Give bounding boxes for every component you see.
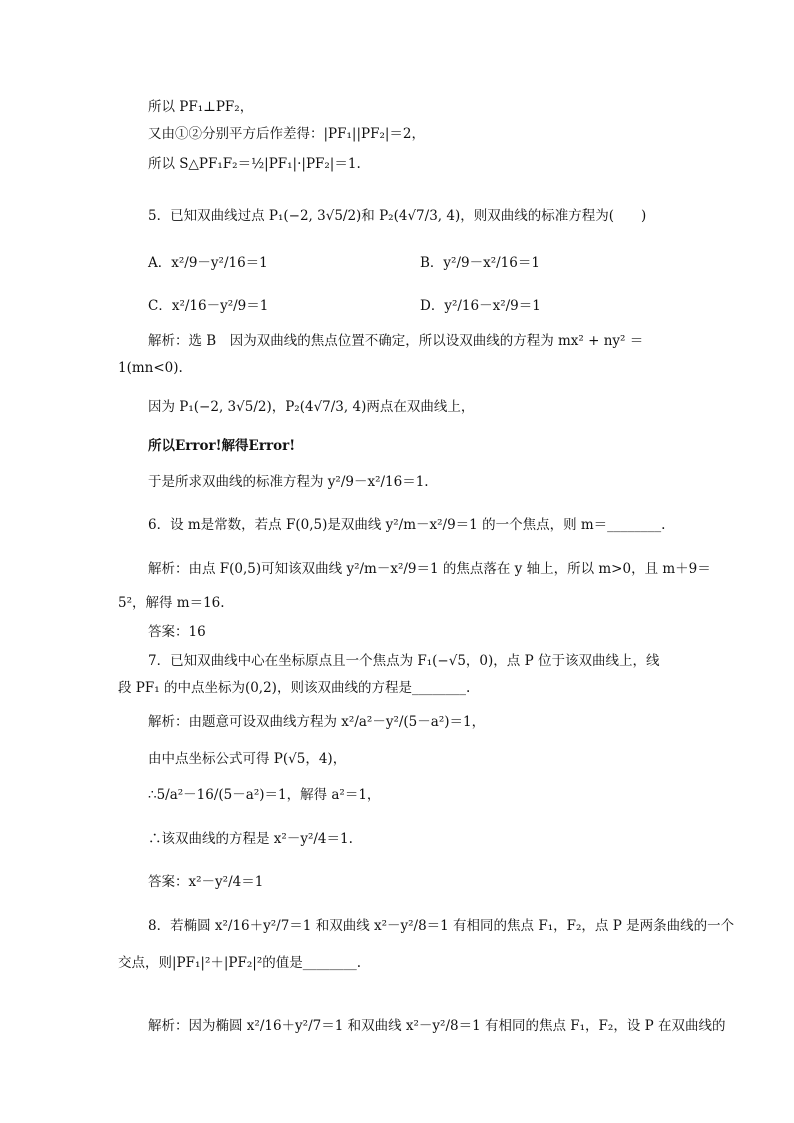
- text-line: 所以 S△PF₁F₂＝½|PF₁|·|PF₂|＝1.: [148, 156, 361, 172]
- question-6-stem: 6．设 m是常数，若点 F(0,5)是双曲线 y²/m－x²/9＝1 的一个焦点，则 m＝________.: [148, 517, 666, 533]
- analysis-line: 由中点坐标公式可得 P(√5，4)，: [148, 751, 347, 767]
- question-8-stem: 8．若椭圆 x²/16＋y²/7＝1 和双曲线 x²－y²/8＝1 有相同的焦点 F₁，F₂，点 P 是两条曲线的一个: [148, 918, 735, 934]
- option-c: C．x²/16－y²/9＝1: [148, 298, 269, 314]
- question-7-stem: 段 PF₁ 的中点坐标为(0,2)，则该双曲线的方程是________.: [118, 680, 471, 696]
- analysis-line: 因为 P₁(−2, 3√5/2)，P₂(4√7/3, 4)两点在双曲线上，: [148, 399, 475, 415]
- text-line: 所以 PF₁⊥PF₂，: [148, 99, 254, 115]
- analysis-line: 解析：由点 F(0,5)可知该双曲线 y²/m－x²/9＝1 的焦点落在 y 轴上，所以 m>0，且 m＋9＝: [148, 561, 711, 577]
- option-d: D．y²/16－x²/9＝1: [420, 298, 541, 314]
- analysis-line: ∴该双曲线的方程是 x²－y²/4＝1.: [148, 831, 353, 847]
- analysis-line: 5²，解得 m＝16.: [118, 595, 225, 611]
- answer-line: 答案：16: [148, 624, 206, 640]
- question-7-stem: 7．已知双曲线中心在坐标原点且一个焦点为 F₁(−√5，0)，点 P 位于该双曲线上，线: [148, 653, 660, 669]
- analysis-line: 1(mn<0).: [118, 360, 183, 376]
- question-8-stem: 交点，则|PF₁|²＋|PF₂|²的值是________.: [118, 955, 362, 971]
- analysis-line: 解析：因为椭圆 x²/16＋y²/7＝1 和双曲线 x²－y²/8＝1 有相同的焦点 F₁，F₂，设 P 在双曲线的: [148, 1018, 726, 1034]
- analysis-line: 解析：选 B 因为双曲线的焦点位置不确定，所以设双曲线的方程为 mx² + ny² ＝: [148, 333, 644, 349]
- answer-line: 答案：x²－y²/4＝1: [148, 874, 264, 890]
- text-line: 又由①②分别平方后作差得：|PF₁||PF₂|＝2，: [148, 126, 426, 142]
- question-5-stem: 5．已知双曲线过点 P₁(−2, 3√5/2)和 P₂(4√7/3, 4)，则双曲线的标准方程为( ): [148, 208, 647, 224]
- analysis-line: ∴5/a²－16/(5－a²)＝1，解得 a²＝1，: [148, 787, 381, 803]
- analysis-line: 解析：由题意可设双曲线方程为 x²/a²－y²/(5－a²)＝1，: [148, 714, 486, 730]
- analysis-line: 于是所求双曲线的标准方程为 y²/9－x²/16＝1.: [148, 474, 429, 490]
- option-a: A．x²/9－y²/16＝1: [148, 255, 268, 271]
- analysis-line: 所以Error!解得Error!: [148, 438, 296, 454]
- option-b: B．y²/9－x²/16＝1: [420, 255, 540, 271]
